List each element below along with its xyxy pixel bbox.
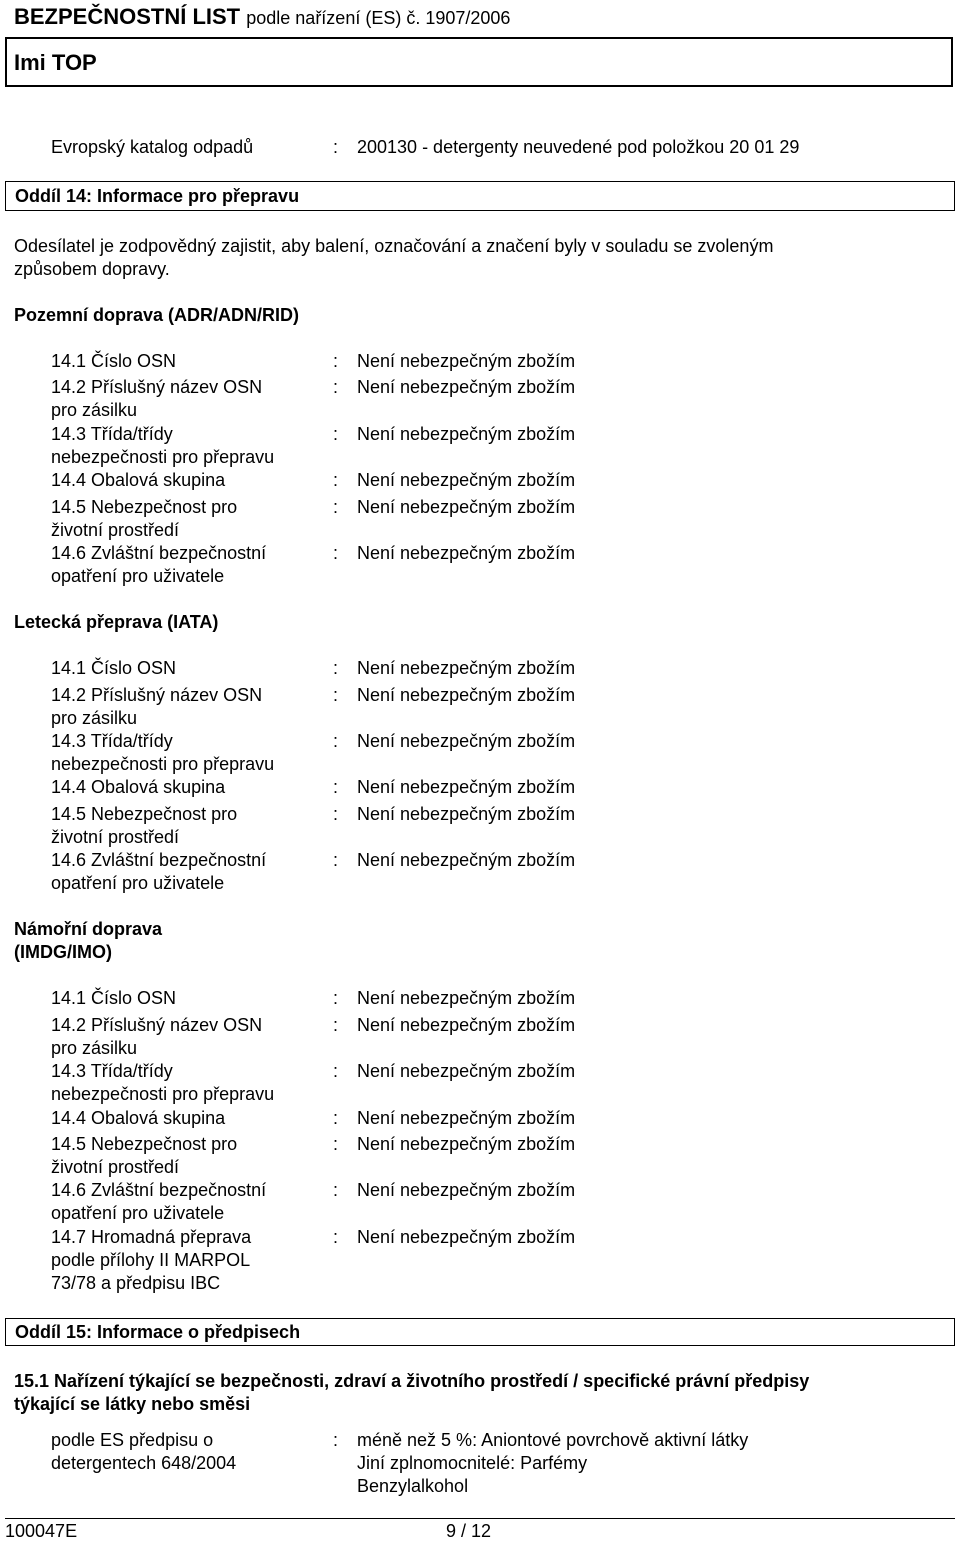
sea-row-colon: : xyxy=(333,1061,339,1081)
air-row-value: Není nebezpečným zbožím xyxy=(357,850,576,870)
document-title xyxy=(14,4,510,30)
air-row-label: 14.5 Nebezpečnost pro životní prostředí xyxy=(51,804,238,847)
air-row-value: Není nebezpečným zbožím xyxy=(357,685,576,705)
land-row-value: Není nebezpečným zbožím xyxy=(357,543,576,563)
air-row-value: Není nebezpečným zbožím xyxy=(357,804,576,824)
sea-row-value: Není nebezpečným zbožím xyxy=(357,1015,576,1035)
section-15-subtitle-line2: týkající se látky nebo směsi xyxy=(14,1394,251,1414)
sea-row-label: 14.6 Zvláštní bezpečnostní opatření pro uživatele xyxy=(51,1180,267,1223)
land-row-value: Není nebezpečným zbožím xyxy=(357,424,576,444)
sea-row-colon: : xyxy=(333,1134,339,1154)
sea-row-colon: : xyxy=(333,1180,339,1200)
air-row-label: 14.4 Obalová skupina xyxy=(51,777,226,797)
waste-catalog-label: Evropský katalog odpadů xyxy=(51,137,254,157)
product-name-box xyxy=(5,37,953,87)
sea-row-label: 14.1 Číslo OSN xyxy=(51,988,177,1008)
sea-row-label: 14.2 Příslušný název OSN pro zásilku xyxy=(51,1015,263,1058)
regulation-value-line2: Jiní zplnomocnitelé: Parfémy xyxy=(357,1453,588,1473)
land-row-colon: : xyxy=(333,497,339,517)
air-row-label: 14.6 Zvláštní bezpečnostní opatření pro uživatele xyxy=(51,850,267,893)
land-row-label: 14.4 Obalová skupina xyxy=(51,470,226,490)
section-15-title: Oddíl 15: Informace o předpisech xyxy=(15,1322,301,1342)
land-row-label: 14.2 Příslušný název OSN pro zásilku xyxy=(51,377,263,420)
regulation-label-line1: podle ES předpisu o xyxy=(51,1430,214,1450)
regulation-value-line1: méně než 5 %: Aniontové povrchově aktivní látky xyxy=(357,1430,749,1450)
air-row-label: 14.2 Příslušný název OSN pro zásilku xyxy=(51,685,263,728)
land-row-value: Není nebezpečným zbožím xyxy=(357,470,576,490)
air-row-value: Není nebezpečným zbožím xyxy=(357,777,576,797)
sea-row-label: 14.5 Nebezpečnost pro životní prostředí xyxy=(51,1134,238,1177)
sea-row-value: Není nebezpečným zbožím xyxy=(357,1134,576,1154)
air-row-colon: : xyxy=(333,850,339,870)
land-row-colon: : xyxy=(333,377,339,397)
air-row-value: Není nebezpečným zbožím xyxy=(357,731,576,751)
land-row-label: 14.3 Třída/třídy nebezpečnosti pro přepravu xyxy=(51,424,275,467)
air-row-colon: : xyxy=(333,777,339,797)
product-name: Imi TOP xyxy=(14,50,97,75)
sea-row-value: Není nebezpečným zbožím xyxy=(357,1180,576,1200)
section-14-title: Oddíl 14: Informace pro přepravu xyxy=(15,186,300,206)
regulation-label-line2: detergentech 648/2004 xyxy=(51,1453,237,1473)
sea-row-label: 14.3 Třída/třídy nebezpečnosti pro přepravu xyxy=(51,1061,275,1104)
land-row-colon: : xyxy=(333,424,339,444)
document-title-main: BEZPEČNOSTNÍ LIST xyxy=(14,4,241,29)
sea-row-value: Není nebezpečným zbožím xyxy=(357,988,576,1008)
sea-transport-heading-line2: (IMDG/IMO) xyxy=(14,942,112,962)
waste-catalog-value: 200130 - detergenty neuvedené pod položkou 20 01 29 xyxy=(357,137,800,157)
document-title-regulation: podle nařízení (ES) č. 1907/2006 xyxy=(246,8,511,28)
land-row-colon: : xyxy=(333,470,339,490)
air-row-label: 14.1 Číslo OSN xyxy=(51,658,177,678)
land-transport-heading: Pozemní doprava (ADR/ADN/RID) xyxy=(14,305,300,325)
sea-row-value: Není nebezpečným zbožím xyxy=(357,1227,576,1247)
land-row-colon: : xyxy=(333,351,339,371)
land-row-value: Není nebezpečným zbožím xyxy=(357,497,576,517)
air-row-colon: : xyxy=(333,658,339,678)
sea-row-colon: : xyxy=(333,988,339,1008)
sea-row-colon: : xyxy=(333,1108,339,1128)
footer-divider xyxy=(5,1518,955,1519)
land-row-label: 14.6 Zvláštní bezpečnostní opatření pro uživatele xyxy=(51,543,267,586)
sea-row-label: 14.4 Obalová skupina xyxy=(51,1108,226,1128)
sea-row-value: Není nebezpečným zbožím xyxy=(357,1061,576,1081)
section-15-header xyxy=(5,1318,955,1346)
waste-catalog-colon: : xyxy=(333,137,339,157)
land-row-value: Není nebezpečným zbožím xyxy=(357,351,576,371)
sea-row-colon: : xyxy=(333,1015,339,1035)
regulation-colon: : xyxy=(333,1430,339,1450)
section-14-intro-line1: Odesílatel je zodpovědný zajistit, aby balení, označování a značení byly v souladu se zvoleným xyxy=(14,236,774,256)
footer-document-code: 100047E xyxy=(5,1521,78,1541)
air-row-colon: : xyxy=(333,804,339,824)
section-14-header xyxy=(5,181,955,211)
sea-transport-heading-line1: Námořní doprava xyxy=(14,919,163,939)
section-15-subtitle-line1: 15.1 Nařízení týkající se bezpečnosti, zdraví a životního prostředí / specifické právní předpisy xyxy=(14,1371,810,1391)
land-row-label: 14.1 Číslo OSN xyxy=(51,351,177,371)
sea-row-colon: : xyxy=(333,1227,339,1247)
land-row-label: 14.5 Nebezpečnost pro životní prostředí xyxy=(51,497,238,540)
sea-row-value: Není nebezpečným zbožím xyxy=(357,1108,576,1128)
footer-page-number: 9 / 12 xyxy=(446,1521,492,1541)
air-row-colon: : xyxy=(333,685,339,705)
regulation-value-line3: Benzylalkohol xyxy=(357,1476,469,1496)
sea-row-label: 14.7 Hromadná přeprava podle přílohy II MARPOL 73/78 a předpisu IBC xyxy=(51,1227,252,1293)
land-row-colon: : xyxy=(333,543,339,563)
air-row-label: 14.3 Třída/třídy nebezpečnosti pro přepravu xyxy=(51,731,275,774)
air-row-colon: : xyxy=(333,731,339,751)
land-row-value: Není nebezpečným zbožím xyxy=(357,377,576,397)
section-14-intro-line2: způsobem dopravy. xyxy=(14,259,170,279)
air-row-value: Není nebezpečným zbožím xyxy=(357,658,576,678)
air-transport-heading: Letecká přeprava (IATA) xyxy=(14,612,219,632)
